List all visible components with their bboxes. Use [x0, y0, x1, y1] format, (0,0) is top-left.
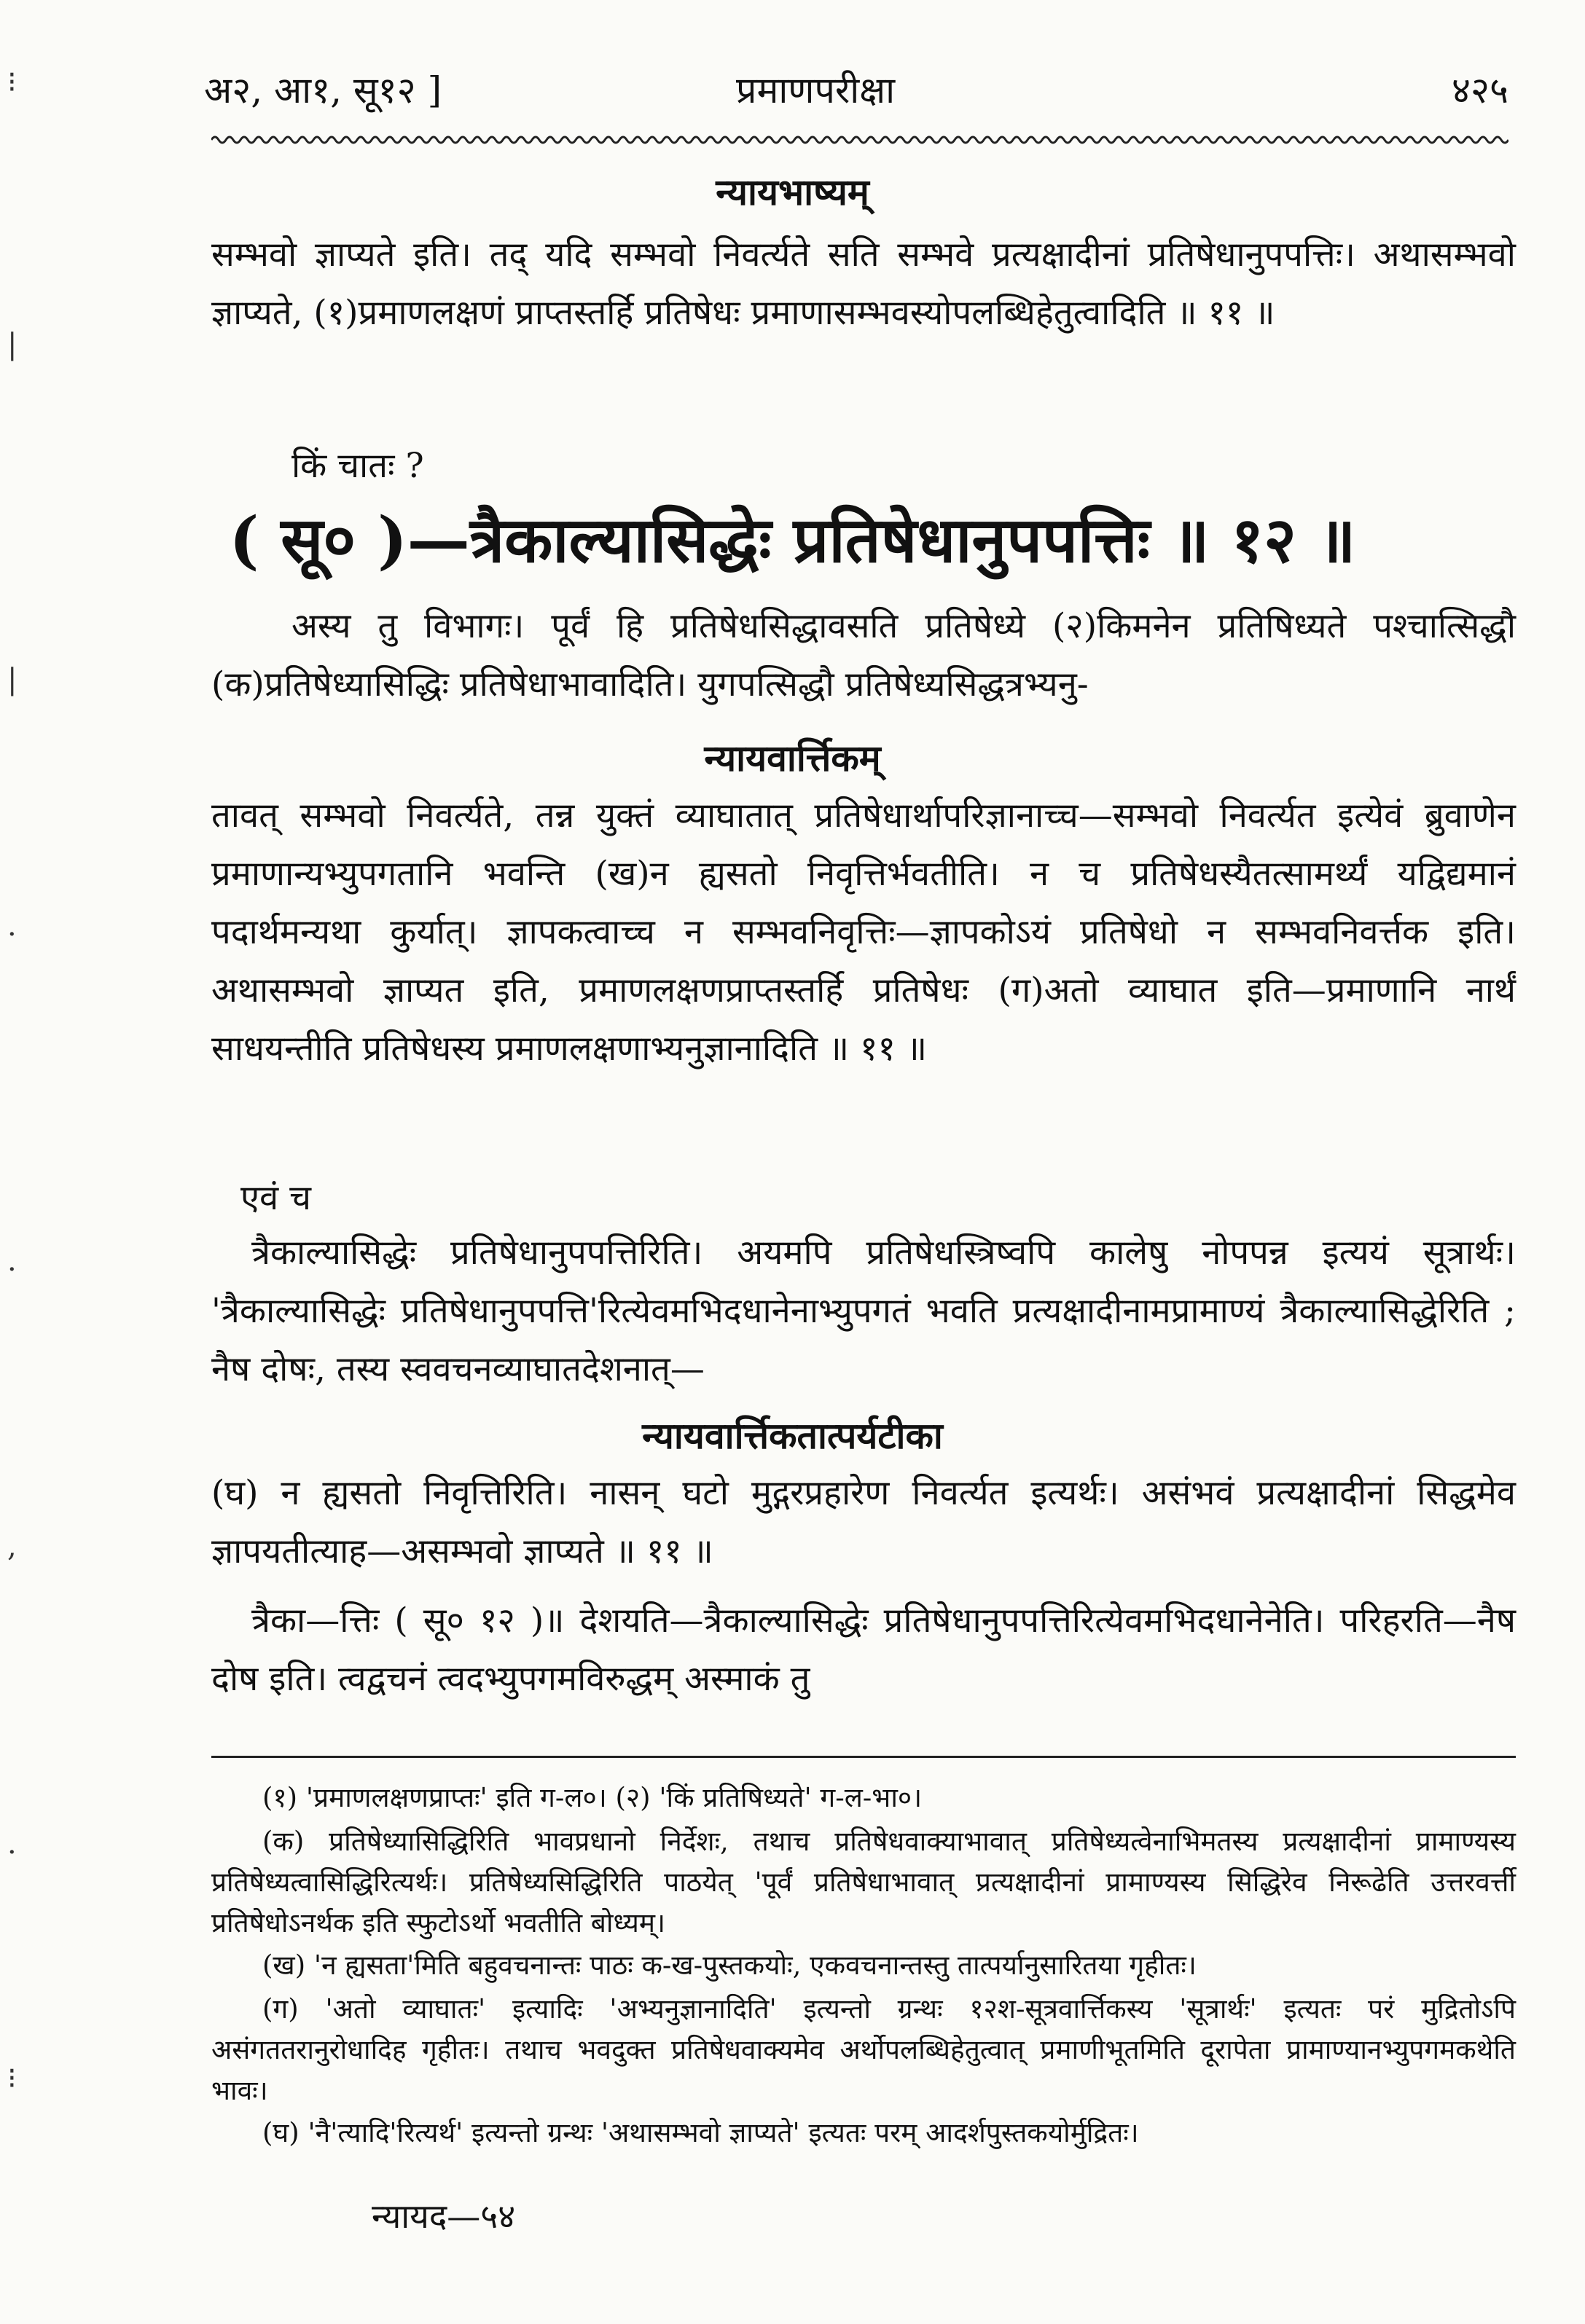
bhashya-paragraph-1: सम्भवो ज्ञाप्यते इति। तद् यदि सम्भवो निवर्त्यते सति सम्भवे प्रत्यक्षादीनां प्रतिषेधानुपपत्तिः। अथासम्भवो ज्ञाप्यते, (१)प्रमाणलक्षणं प्राप्तस्तर्हि प्रतिषेधः प्रमाणासम्भवस्योपलब्धिहेतुत्वादिति ॥ ११ ॥ [211, 235, 1516, 333]
bhashya-title: न्यायभाष्यम् [716, 170, 869, 213]
vartika-paragraph-3: त्रैकाल्यासिद्धेः प्रतिषेधानुपपत्तिरिति। अयमपि प्रतिषेधस्त्रिष्वपि कालेषु नोपपन्न इत्ययं सूत्रार्थः। 'त्रैकाल्यासिद्धेः प्रतिषेधानुपपत्ति'रित्येवमभिदधानेनाभ्युपगतं भवति प्रत्यक्षादीनामप्रामाण्यं त्रैकाल्यासिद्धेरिति ; नैष दोषः, तस्य स्ववचनव्याघातदेशनात्— [211, 1233, 1516, 1389]
margin-tick: ⁝ [7, 66, 17, 99]
margin-tick: · [7, 1836, 17, 1869]
bhashya-paragraph-3: अस्य तु विभागः। पूर्वं हि प्रतिषेधसिद्धावसति प्रतिषेध्ये (२)किमनेन प्रतिषिध्यते पश्चात्सिद्धौ (क)प्रतिषेध्यासिद्धिः प्रतिषेधाभावादिति। युगपत्सिद्धौ प्रतिषेध्यसिद्धत्रभ्यनु- [211, 606, 1516, 704]
tika-paragraph-1: (घ) न ह्यसतो निवृत्तिरिति। नासन् घटो मुद्गरप्रहारेण निवर्त्यत इत्यर्थः। असंभवं प्रत्यक्षादीनां सिद्धमेव ज्ञापयतीत्याह—असम्भवो ज्ञाप्यते ॥ ११ ॥ [211, 1473, 1516, 1571]
margin-tick: · [7, 918, 17, 951]
tika-paragraph-2: त्रैका—त्तिः ( सू० १२ )॥ देशयति—त्रैकाल्यासिद्धेः प्रतिषेधानुपपत्तिरित्येवमभिदधानेनेति। परिहरति—नैष दोष इति। त्वद्वचनं त्वदभ्युपगमविरुद्धम् अस्माकं तु [211, 1601, 1516, 1699]
footnote-kha: (ख) 'न ह्यसता'मिति बहुवचनान्तः पाठः क-ख-पुस्तकयोः, एकवचनान्तस्तु तात्पर्यानुसारितया गृहीतः। [262, 1950, 1197, 1981]
running-header [204, 64, 1508, 122]
margin-tick: | [7, 328, 17, 361]
footnote-1-2: (१) 'प्रमाणलक्षणप्राप्तः' इति ग-ल०। (२) 'किं प्रतिषिध्यते' ग-ल-भा०। [262, 1782, 923, 1813]
signature-mark: न्यायद—५४ [372, 2197, 516, 2236]
vartika-paragraph-1: तावत् सम्भवो निवर्त्यते, तन्न युक्तं व्याघातात् प्रतिषेधार्थापरिज्ञानाच्च—सम्भवो निवर्त्यत इत्येवं ब्रुवाणेन प्रमाणान्यभ्युपगतानि भवन्ति (ख)न ह्यसतो निवृत्तिर्भवतीति। न च प्रतिषेधस्यैतत्सामर्थ्यं यद्विद्यमानं पदार्थमन्यथा कुर्यात्। ज्ञापकत्वाच्च न सम्भवनिवृत्तिः—ज्ञापकोऽयं प्रतिषेधो न सम्भवनिवर्त्तक इति। अथासम्भवो ज्ञाप्यत इति, प्रमाणलक्षणप्राप्तस्तर्हि प्रतिषेधः (ग)अतो व्याघात इति—प्रमाणानि नार्थं साधयन्तीति प्रतिषेधस्य प्रमाणलक्षणाभ्यनुज्ञानादिति ॥ ११ ॥ [211, 796, 1516, 1069]
page-number: ४२५ [1452, 69, 1508, 111]
header-section-ref: अ२, आ१, सू१२ ] [204, 69, 442, 111]
header-title: प्रमाणपरीक्षा [736, 69, 896, 111]
margin-tick: · [7, 1253, 17, 1287]
margin-tick: ⁝ [7, 2062, 17, 2095]
footnote-ga: (ग) 'अतो व्याघातः' इत्यादिः 'अभ्यनुज्ञानादिति' इत्यन्तो ग्रन्थः १२श-सूत्रवार्त्तिकस्य 'सूत्रार्थः' इत्यतः परं मुद्रितोऽपि असंगततरानुरोधादिह गृहीतः। तथाच भवदुक्त प्रतिषेधवाक्यमेव अर्थोपलब्धिहेतुत्वात् प्रमाणीभूतमिति दूरापेता प्रामाण्यानभ्युपगमकथेति भावः। [211, 1993, 1516, 2106]
margin-tick: , [7, 1530, 17, 1563]
vartika-paragraph-2: एवं च [240, 1178, 311, 1218]
margin-tick: | [7, 663, 17, 696]
footnote-divider [211, 1756, 1516, 1758]
footnote-gha: (घ) 'नै'त्यादि'रित्यर्थ' इत्यन्तो ग्रन्थः 'अथासम्भवो ज्ञाप्यते' इत्यतः परम् आदर्शपुस्तकयोर्मुद्रितः। [262, 2117, 1139, 2148]
vartika-title: न्यायवार्त्तिकम् [704, 737, 881, 780]
sutra-heading: ( सू० )—त्रैकाल्यासिद्धेः प्रतिषेधानुपपत्तिः ॥ १२ ॥ [229, 503, 1356, 577]
footnote-ka: (क) प्रतिषेध्यासिद्धिरिति भावप्रधानो निर्देशः, तथाच प्रतिषेधवाक्याभावात् प्रतिषेध्यत्वेनाभिमतस्य प्रत्यक्षादीनां प्रामाण्यस्य प्रतिषेध्यत्वासिद्धिरित्यर्थः। प्रतिषेध्यसिद्धिरिति पाठयेत् 'पूर्वं प्रतिषेधाभावात् प्रत्यक्षादीनां प्रामाण्यस्य सिद्धिरेव निरूढेति उत्तरवर्त्ती प्रतिषेधोऽनर्थक इति स्फुटोऽर्थो भवतीति बोध्यम्। [211, 1826, 1516, 1939]
header-wavy-rule [211, 131, 1508, 149]
tika-title: न्यायवार्त्तिकतात्पर्यटीका [642, 1414, 943, 1457]
bhashya-paragraph-2: किं चातः ? [291, 446, 424, 486]
